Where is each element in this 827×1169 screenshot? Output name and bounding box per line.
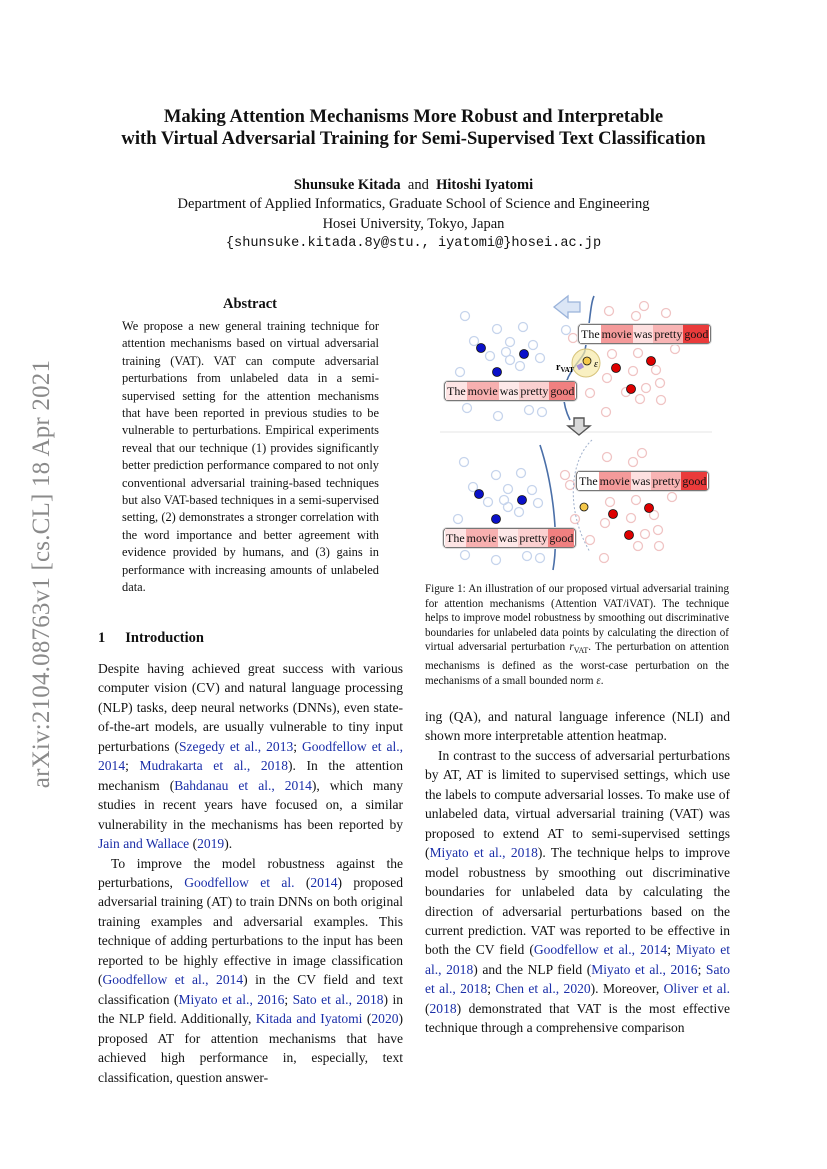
section-heading-introduction <box>98 630 204 647</box>
word-token: movie <box>467 384 498 398</box>
citation-link[interactable]: Miyato et al., 2016 <box>178 991 285 1007</box>
body-text: Despite having achieved great success with various computer vision (CV) and natural language processing (NLP) tasks, deep neural networks (DNNs), even state-of-the-art models, are usually vulnerable to tiny input perturbations ( <box>98 661 403 754</box>
abstract-text: We propose a new general training technique for attention mechanisms based on virtual adversarial training (VAT). VAT can compute adversarial perturbations from unlabeled data in a semi-supervised setting for the attention mechanisms that have been reported in previous studies to be vulnerable to perturbations. Empirical experiments reveal that our technique (1) provides significantly better prediction performance compared to not only conventional adversarial training-based techniques but also VAT-based techniques in a semi-supervised setting, (2) demonstrates a stronger correlation with the word importance and better agreement with evidence provided by humans, and (3) gains in performance with increasing amounts of unlabeled data. <box>122 319 379 595</box>
paragraph <box>98 854 403 1087</box>
word-token: The <box>581 327 600 341</box>
word-token: good <box>549 531 574 545</box>
attention-heatmap-box <box>444 381 577 401</box>
citation-link[interactable]: Oliver et al. <box>663 981 730 997</box>
body-text: ; <box>293 738 302 754</box>
word-token: pretty <box>652 474 681 488</box>
word-token: pretty <box>519 531 548 545</box>
word-token: movie <box>466 531 497 545</box>
citation-link[interactable]: Miyato et al., 2018 <box>425 942 731 977</box>
attention-heatmap-box <box>578 324 711 344</box>
citation-link[interactable]: Szegedy et al., 2013 <box>178 738 294 754</box>
word-token: was <box>631 474 651 488</box>
left-column-body <box>98 659 403 1087</box>
caption-epsilon: ε <box>596 674 601 687</box>
citation-link[interactable]: 2020 <box>371 1011 399 1027</box>
body-text: ). In the attention mechanism ( <box>98 758 403 793</box>
caption-text: . The perturbation on attention mechanisms is defined as the worst-case perturbation on the mechanisms of a small bounded norm <box>425 641 730 687</box>
citation-link[interactable]: Goodfellow et al., 2014 <box>533 942 668 958</box>
paragraph <box>98 659 403 854</box>
body-text: ) and the NLP field ( <box>473 961 592 977</box>
body-text: ; <box>284 991 293 1007</box>
citation-link[interactable]: 2018 <box>429 1000 457 1016</box>
word-token: pretty <box>520 384 549 398</box>
body-text: In contrast to the success of adversarial perturbations by AT, AT is limited to supervised settings, which use the labels to compute adversarial losses. To make use of unlabeled data, virtual adversarial training (VAT) was proposed to extend AT to semi-supervised settings ( <box>425 747 730 861</box>
body-text: ; <box>697 961 706 977</box>
word-token: was <box>499 384 519 398</box>
citation-link[interactable]: Chen et al., 2020 <box>495 981 591 997</box>
author-1: Shunsuke Kitada <box>293 177 401 193</box>
citation-link[interactable]: Kitada and Iyatomi <box>255 1011 363 1027</box>
citation-link[interactable]: Goodfellow et al., 2014 <box>98 738 403 774</box>
word-token: was <box>498 531 518 545</box>
citation-link[interactable]: Bahdanau et al., 2014 <box>174 777 312 793</box>
decision-boundary-after <box>540 445 555 570</box>
citation-link[interactable]: Sato et al., 2018 <box>425 961 731 997</box>
citation-link[interactable]: Jain and Wallace <box>98 836 190 852</box>
section-title: Introduction <box>125 630 204 646</box>
body-text: ; <box>667 942 677 958</box>
body-text: ing (QA), and natural language inference (NLI) and shown more interpretable attention heatmap. <box>425 709 730 744</box>
word-token: good <box>682 474 707 488</box>
body-text: ), which many studies in recent years have focused on, a similar vulnerability in the mechanisms has been reported by <box>98 777 404 832</box>
author-emails: {shunsuke.kitada.8y@stu., iyatomi@}hosei.ac.jp <box>225 235 602 251</box>
body-text: ; <box>487 981 496 997</box>
citation-link[interactable]: 2019 <box>197 836 225 852</box>
citation-link[interactable]: Miyato et al., 2016 <box>591 961 698 977</box>
word-token: was <box>633 327 653 341</box>
citation-link[interactable]: Sato et al., 2018 <box>292 991 384 1007</box>
unlabeled-target-point <box>583 357 591 365</box>
title-line-1: Making Attention Mechanisms More Robust and Interpretable <box>163 106 664 127</box>
caption-text: Figure 1: An illustration of our proposed virtual adversarial training for attention mechanisms (Attention VAT/iVAT). The technique helps to improve model robustness by smoothing out discriminative boundaries for unlabeled data points by calculating the direction of virtual adversarial perturbation <box>425 583 729 654</box>
citation-link[interactable]: 2014 <box>310 874 338 890</box>
body-text: ) in the NLP field. Additionally, <box>98 991 404 1027</box>
author-block <box>60 176 767 253</box>
body-text: ) proposed adversarial training (AT) to train DNNs on both original training examples and adversarial examples. This technique of adding perturbations to the input has been reported to be highly effective in image classification ( <box>98 874 403 988</box>
caption-text: . <box>600 674 604 687</box>
affiliation-university: Hosei University, Tokyo, Japan <box>322 215 505 232</box>
paragraph <box>425 746 730 1038</box>
citation-link[interactable]: Mudrakarta et al., 2018 <box>139 758 288 774</box>
paragraph <box>425 707 730 746</box>
word-token: The <box>446 531 465 545</box>
body-text: ( <box>425 1000 430 1016</box>
citation-link[interactable]: Miyato et al., 2018 <box>429 845 538 861</box>
epsilon-label: ε <box>594 359 598 370</box>
figure-1-caption <box>425 582 729 688</box>
body-text: ) proposed AT for attention mechanisms that have achieved high performance in, especially, text classification, question answer- <box>98 1011 403 1085</box>
attention-heatmap-box <box>576 471 709 491</box>
word-token: pretty <box>654 327 683 341</box>
abstract-heading: Abstract <box>223 296 277 312</box>
word-token: movie <box>599 474 630 488</box>
unlabeled-blue-points <box>454 312 571 565</box>
body-text: To improve the model robustness against the perturbations, <box>98 855 403 890</box>
word-token: The <box>579 474 598 488</box>
word-token: The <box>447 384 466 398</box>
word-token: good <box>550 384 575 398</box>
word-token: good <box>684 327 709 341</box>
caption-r-subscript: VAT <box>573 646 589 656</box>
arxiv-side-label: arXiv:2104.08763v1 [cs.CL] 18 Apr 2021 <box>28 359 55 789</box>
unlabeled-target-point-after <box>580 503 588 511</box>
attention-heatmap-box <box>443 528 576 548</box>
and-text: and <box>407 177 429 193</box>
body-text: ( <box>294 874 311 890</box>
r-vat-label: $r_{VAT}$ <box>556 362 574 374</box>
perturbation-direction-arrow-icon <box>554 296 580 318</box>
section-number: 1 <box>98 630 106 646</box>
body-text: ) demonstrated that VAT is the most effective technique through a comprehensive comparison <box>425 1000 730 1036</box>
body-text: ( <box>189 836 198 852</box>
body-text: ). <box>224 836 233 852</box>
body-text: ; <box>125 758 140 774</box>
author-2: Hitoshi Iyatomi <box>436 177 534 193</box>
body-text: ( <box>362 1011 372 1027</box>
citation-link[interactable]: Goodfellow et al. <box>184 874 295 890</box>
caption-r-symbol: r <box>569 641 574 654</box>
paper-title <box>60 106 767 150</box>
body-text: ). The technique helps to improve model robustness by smoothing out discriminative boundaries for unlabeled data by calculating the direction of adversarial perturbations based on the current prediction. VAT was reported to be effective in both the CV field ( <box>425 845 730 958</box>
body-text: ). Moreover, <box>590 981 664 997</box>
word-token: movie <box>601 327 632 341</box>
title-line-2: with Virtual Adversarial Training for Semi-Supervised Text Classification <box>121 128 706 149</box>
right-column-body <box>425 707 730 1038</box>
citation-link[interactable]: Goodfellow et al., 2014 <box>102 972 244 988</box>
body-text: ) in the CV field and text classification ( <box>98 972 403 1007</box>
figure-1 <box>440 290 730 580</box>
affiliation-department: Department of Applied Informatics, Graduate School of Science and Engineering <box>177 196 650 213</box>
